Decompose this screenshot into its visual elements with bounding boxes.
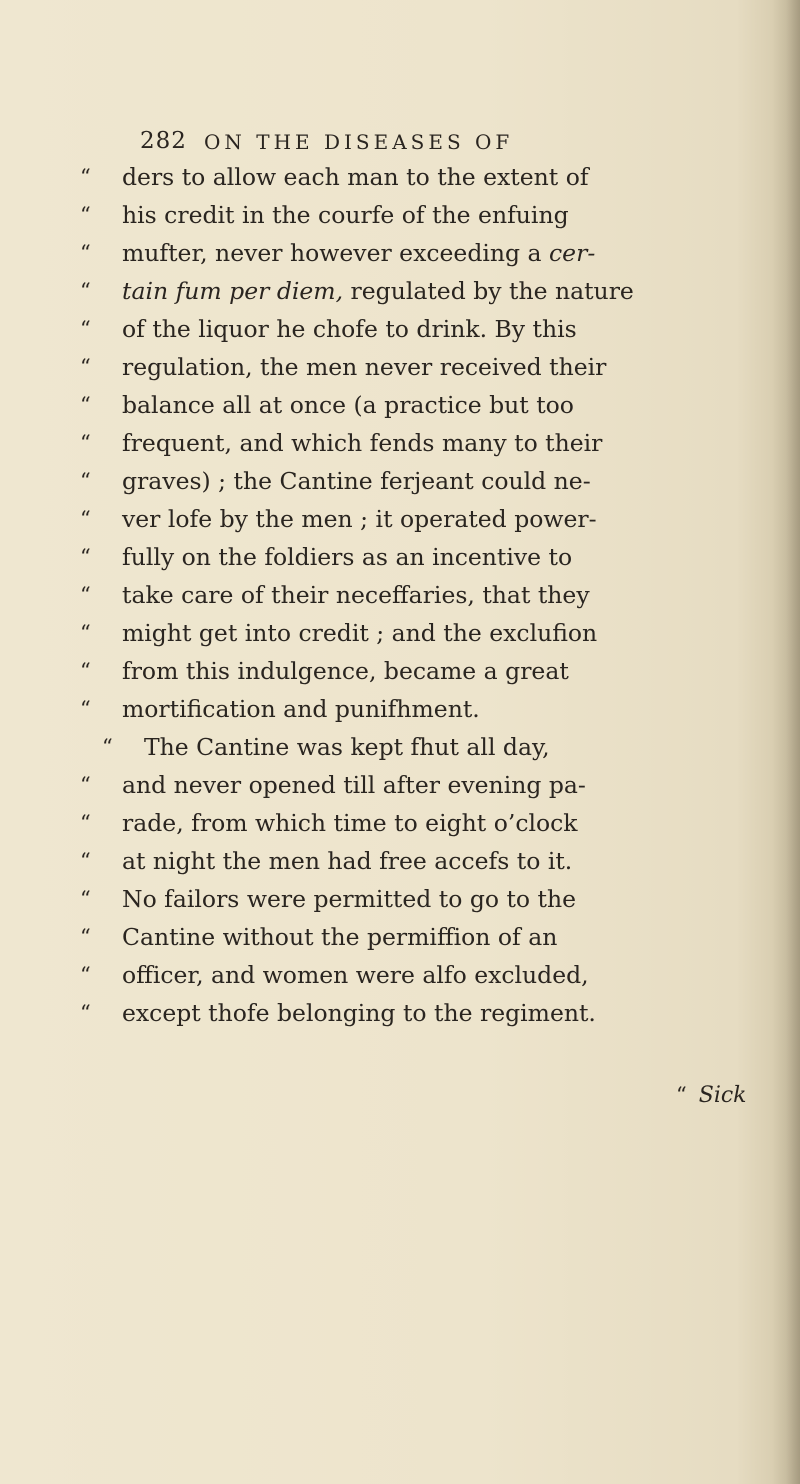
quote-mark: “ bbox=[80, 431, 91, 455]
line-text-roman: The Cantine was kept fhut all day, bbox=[144, 733, 550, 761]
line-text bbox=[144, 728, 550, 766]
line-text bbox=[122, 348, 606, 386]
line-text-roman: graves) ; the Cantine ferjeant could ne- bbox=[122, 467, 591, 495]
text-line bbox=[80, 234, 770, 272]
line-text-italic: cer- bbox=[549, 239, 596, 267]
quote-mark: “ bbox=[102, 735, 113, 759]
line-text-roman: rade, from which time to eight o’clock bbox=[122, 809, 578, 837]
line-text-italic: tain fum per diem, bbox=[122, 277, 344, 305]
text-line bbox=[80, 690, 770, 728]
quote-mark: “ bbox=[80, 317, 91, 341]
quote-mark: “ bbox=[80, 773, 91, 797]
quote-mark: “ bbox=[80, 887, 91, 911]
text-line bbox=[80, 500, 770, 538]
line-text-roman: of the liquor he chofe to drink. By this bbox=[122, 315, 577, 343]
line-text-roman: ver lofe by the men ; it operated power- bbox=[122, 505, 597, 533]
quote-mark: “ bbox=[80, 507, 91, 531]
text-line bbox=[80, 386, 770, 424]
quote-mark: “ bbox=[80, 659, 91, 683]
line-text-roman: mortification and punifhment. bbox=[122, 695, 480, 723]
page-number: 282 bbox=[140, 128, 187, 154]
catchword-quote-mark: “ bbox=[676, 1083, 687, 1107]
quote-mark: “ bbox=[80, 279, 91, 303]
text-line bbox=[80, 538, 770, 576]
line-text bbox=[122, 538, 572, 576]
line-text bbox=[122, 766, 586, 804]
line-text bbox=[122, 462, 591, 500]
line-text bbox=[122, 614, 597, 652]
catchword bbox=[676, 1083, 747, 1108]
line-text-roman: balance all at once (a practice but too bbox=[122, 391, 574, 419]
running-head-title: ON THE DISEASES OF bbox=[204, 130, 514, 154]
text-line bbox=[80, 728, 770, 766]
line-text bbox=[122, 272, 634, 310]
quote-mark: “ bbox=[80, 355, 91, 379]
text-line bbox=[80, 462, 770, 500]
line-text bbox=[122, 234, 595, 272]
quote-mark: “ bbox=[80, 849, 91, 873]
text-line bbox=[80, 994, 770, 1032]
body-text bbox=[80, 158, 770, 1032]
text-line bbox=[80, 614, 770, 652]
line-text-roman: fully on the foldiers as an incentive to bbox=[122, 543, 573, 571]
quote-mark: “ bbox=[80, 583, 91, 607]
line-text-roman: frequent, and which fends many to their bbox=[122, 429, 603, 457]
quote-mark: “ bbox=[80, 697, 91, 721]
line-text-roman: No failors were permitted to go to the bbox=[122, 885, 577, 913]
line-text bbox=[122, 956, 589, 994]
text-line bbox=[80, 652, 770, 690]
text-line bbox=[80, 842, 770, 880]
line-text bbox=[122, 500, 597, 538]
line-text-roman: might get into credit ; and the exclufion bbox=[122, 619, 598, 647]
running-head bbox=[140, 128, 660, 162]
text-line bbox=[80, 272, 770, 310]
quote-mark: “ bbox=[80, 1001, 91, 1025]
line-text bbox=[122, 842, 572, 880]
page-edge-shadow bbox=[772, 0, 800, 1484]
line-text-roman: mufter, never however exceeding a bbox=[122, 239, 550, 267]
quote-mark: “ bbox=[80, 469, 91, 493]
line-text-roman: ders to allow each man to the extent of bbox=[122, 163, 589, 191]
line-text-roman: regulated by the nature bbox=[343, 277, 634, 305]
text-line bbox=[80, 158, 770, 196]
quote-mark: “ bbox=[80, 545, 91, 569]
line-text-roman: from this indulgence, became a great bbox=[122, 657, 569, 685]
text-line bbox=[80, 576, 770, 614]
line-text-roman: at night the men had free accefs to it. bbox=[122, 847, 573, 875]
line-text-roman: except thofe belonging to the regiment. bbox=[122, 999, 596, 1027]
text-line bbox=[80, 196, 770, 234]
text-line bbox=[80, 880, 770, 918]
quote-mark: “ bbox=[80, 241, 91, 265]
line-text bbox=[122, 994, 596, 1032]
text-line bbox=[80, 424, 770, 462]
line-text bbox=[122, 576, 590, 614]
quote-mark: “ bbox=[80, 925, 91, 949]
catchword-text: Sick bbox=[698, 1083, 747, 1108]
line-text bbox=[122, 804, 578, 842]
text-line bbox=[80, 310, 770, 348]
quote-mark: “ bbox=[80, 165, 91, 189]
line-text bbox=[122, 196, 569, 234]
line-text bbox=[122, 158, 589, 196]
text-line bbox=[80, 348, 770, 386]
text-line bbox=[80, 956, 770, 994]
line-text bbox=[122, 918, 557, 956]
line-text-roman: officer, and women were alfo excluded, bbox=[122, 961, 589, 989]
text-line bbox=[80, 804, 770, 842]
text-line bbox=[80, 766, 770, 804]
line-text bbox=[122, 652, 569, 690]
line-text-roman: regulation, the men never received their bbox=[122, 353, 607, 381]
line-text-roman: take care of their neceffaries, that they bbox=[122, 581, 590, 609]
line-text-roman: and never opened till after evening pa- bbox=[122, 771, 586, 799]
quote-mark: “ bbox=[80, 203, 91, 227]
quote-mark: “ bbox=[80, 393, 91, 417]
line-text bbox=[122, 424, 602, 462]
line-text-roman: his credit in the courfe of the enfuing bbox=[122, 201, 569, 229]
text-line bbox=[80, 918, 770, 956]
quote-mark: “ bbox=[80, 811, 91, 835]
line-text-roman: Cantine without the permiffion of an bbox=[122, 923, 558, 951]
quote-mark: “ bbox=[80, 963, 91, 987]
line-text bbox=[122, 310, 577, 348]
line-text bbox=[122, 880, 576, 918]
line-text bbox=[122, 386, 574, 424]
line-text bbox=[122, 690, 480, 728]
quote-mark: “ bbox=[80, 621, 91, 645]
